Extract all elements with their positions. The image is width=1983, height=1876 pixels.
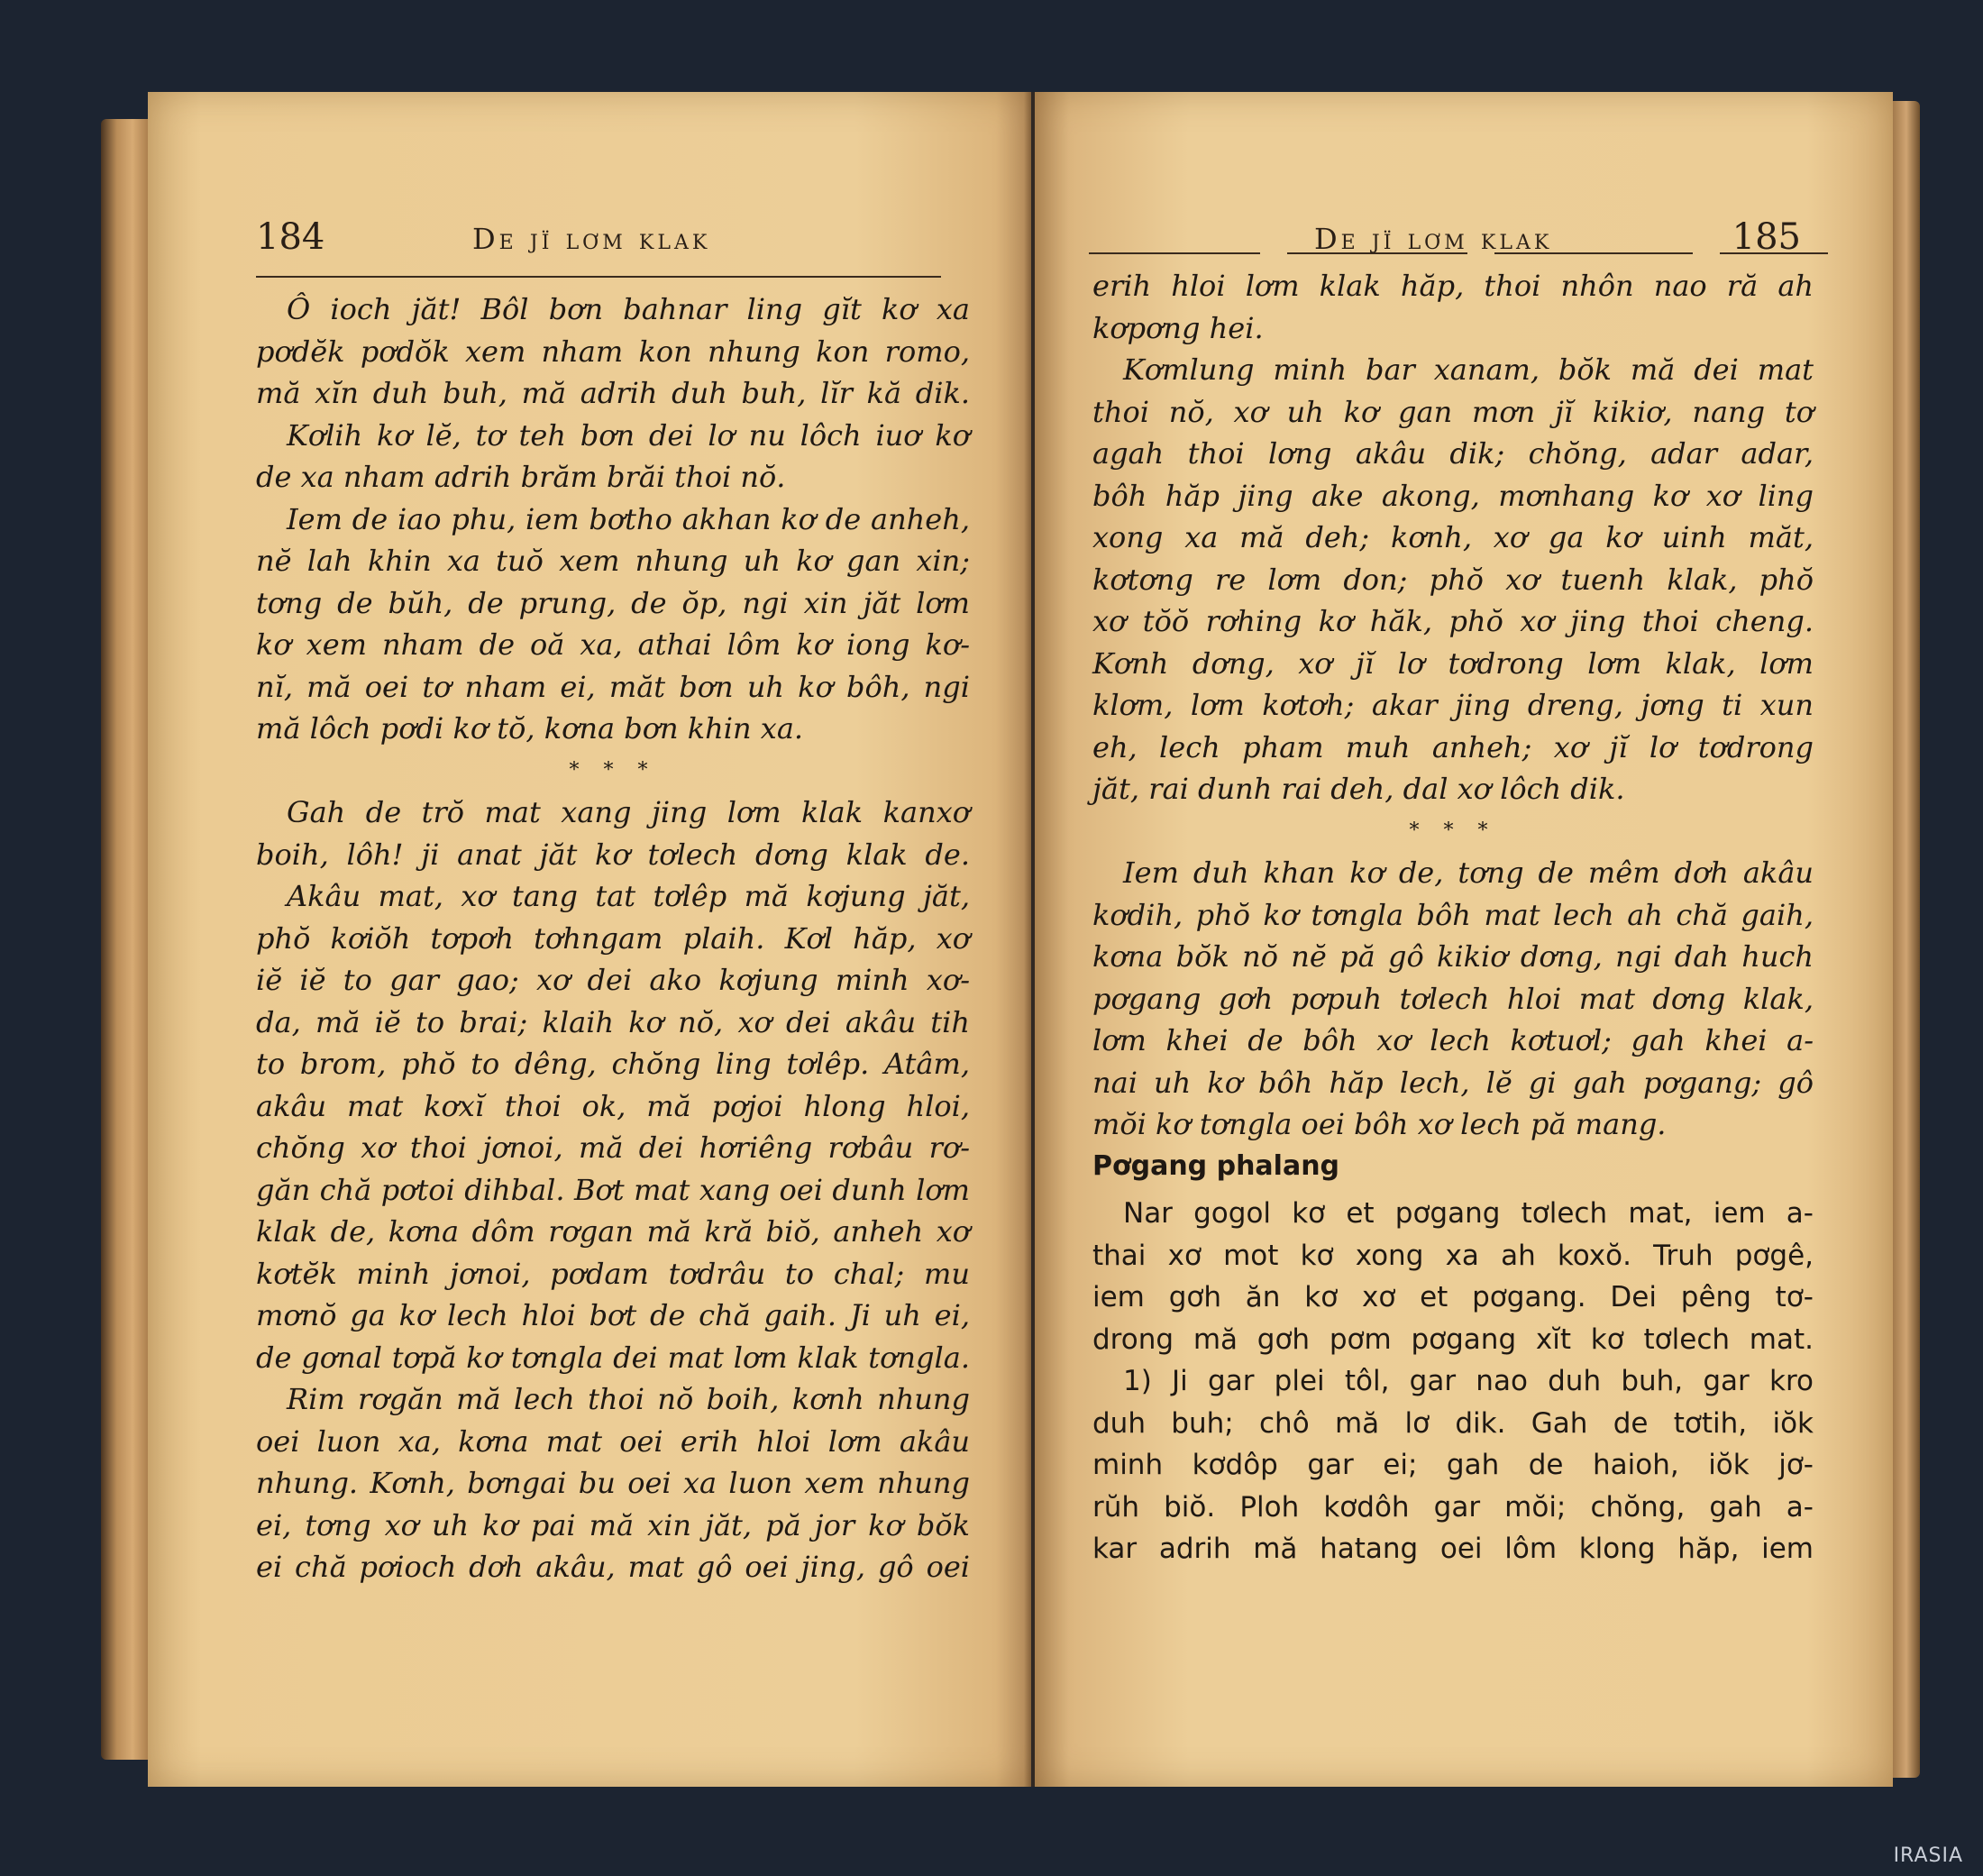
text-line: mă xĭn duh buh, mă adrih duh buh, lĭr kă dik. [256,376,970,410]
text-line: xơ tŏŏ rơhing kơ hăk, phŏ xơ jing thoi cheng. [1092,604,1814,638]
text-line: thai xơ mot kơ xong xa ah koxŏ. Truh pơgê, [1092,1239,1814,1272]
text-line: xong xa mă deh; kơnh, xơ ga kơ uinh măt, [1092,520,1814,554]
section-separator: * * * [1409,819,1497,842]
left-page [148,92,1031,1787]
text-line: phŏ kơiŏh tơpơh tơhngam plaih. Kơl hăp, xơ [256,920,970,956]
text-line: to brom, phŏ to dêng, chŏng ling tơlêp. Atâm, [256,1047,970,1081]
text-line: mơnŏ ga kơ lech hloi bơt de chă gaih. Ji uh ei, [256,1298,970,1332]
text-line: klak de, kơna dôm rơgan mă kră biŏ, anheh xơ [256,1214,970,1249]
text-line: kơtĕk minh jơnoi, pơdam tơdrâu to chal; mu [256,1256,970,1291]
text-line: chŏng xơ thoi jơnoi, mă dei hơriêng rơbâu rơ- [256,1130,970,1165]
text-line: da, mă iĕ to brai; klaih kơ nŏ, xơ dei akâu tih [256,1004,970,1039]
text-line: erih hloi lơm klak hăp, thoi nhôn nao ră ah [1092,269,1814,303]
text-line: nai uh kơ bôh hăp lech, lĕ gi gah pơgang; gô [1092,1065,1814,1100]
watermark: IRASIA [1893,1844,1963,1867]
text-line: kơ xem nham de oă xa, athai lôm kơ iong kơ- [256,627,970,662]
text-line: ei, tơng xơ uh kơ pai mă xin jăt, pă jor kơ bŏk [256,1507,970,1542]
text-line: Kơlih kơ lĕ, tơ teh bơn dei lơ nu lôch iuơ kơ [287,417,970,453]
text-line: duh buh; chô mă lơ dik. Gah de tơtih, iŏk [1092,1406,1814,1440]
text-line: Akâu mat, xơ tang tat tơlêp mă kơjung jăt, [287,879,970,913]
text-line: boih, lôh! ji anat jăt kơ tơlech dơng klak de. [256,837,970,872]
text-line: kơdih, phŏ kơ tơngla bôh mat lech ah chă gaih, [1092,897,1814,932]
section-separator: * * * [569,758,657,782]
text-line: kơtơng re lơm don; phŏ xơ tuenh klak, phŏ [1092,562,1814,597]
text-line: eh, lech pham muh anheh; xơ jĭ lơ tơdrong [1092,729,1814,764]
text-line: pơdĕk pơdŏk xem nham kon nhung kon romo, [256,334,970,369]
text-line: drong mă gơh pơm pơgang xĭt kơ tơlech mat. [1092,1322,1814,1356]
page-number: 185 [1732,216,1801,258]
page-number: 184 [256,216,325,258]
text-line: mŏi kơ tơngla oei bôh xơ lech pă mang. [1092,1107,1667,1141]
book-page-edges-right [1893,101,1920,1778]
text-line: rŭh biŏ. Ploh kơdôh gar mŏi; chŏng, gah a- [1092,1490,1814,1524]
text-line: Nar gogol kơ et pơgang tơlech mat, iem a- [1123,1197,1814,1230]
running-title: De jï lơm klak [1314,222,1553,256]
text-line: akâu mat kơxĭ thoi ok, mă pơjoi hlong hloi, [256,1088,970,1123]
text-line: iĕ iĕ to gar gao; xơ dei ako kơjung minh xơ- [256,963,970,997]
text-line: agah thoi lơng akâu dik; chŏng, adar adar, [1092,436,1814,471]
text-line: kơpơng hei. [1092,310,1264,345]
text-line: tơng de bŭh, de prung, de ŏp, ngi xin jăt lơm [256,585,970,620]
text-line: Iem de iao phu, iem bơtho akhan kơ de anheh, [287,501,970,536]
text-line: kar adrih mă hatang oei lôm klong hăp, iem [1092,1533,1814,1565]
text-line: nĕ lah khin xa tuŏ xem nhung uh kơ gan xin; [256,544,970,578]
running-title: De jï lơm klak [472,222,711,256]
text-line: nĭ, mă oei tơ nham ei, măt bơn uh kơ bôh, ngi [256,669,970,704]
text-line: Gah de trŏ mat xang jing lơm klak kanxơ [287,795,970,829]
section-heading: Pơgang phalang [1092,1149,1340,1182]
text-line: 1) Ji gar plei tôl, gar nao duh buh, gar kro [1123,1365,1814,1397]
text-line: klơm, lơm kơtơh; akar jing dreng, jơng ti xun [1092,688,1814,722]
text-line: oei luon xa, kơna mat oei erih hloi lơm akâu [256,1423,970,1459]
text-line: thoi nŏ, xơ uh kơ gan mơn jĭ kikiơ, nang tơ [1092,394,1814,429]
text-line: bôh hăp jing ake akong, mơnhang kơ xơ ling [1092,478,1814,513]
text-line: pơgang gơh pơpuh tơlech hloi mat dơng klak, [1092,981,1814,1016]
left-page-body [256,288,970,1588]
right-page-body [1092,265,1814,1570]
text-line: Kơnh dơng, xơ jĭ lơ tơdrong lơm klak, lơm [1092,645,1814,681]
text-line: găn chă pơtoi dihbal. Bơt mat xang oei dunh lơm [256,1172,970,1207]
text-line: minh kơdôp gar ei; gah de haioh, iŏk jơ- [1092,1449,1814,1481]
text-line: Ô ioch jăt! Bôl bơn bahnar ling gĭt kơ xa [287,292,970,326]
text-line: nhung. Kơnh, bơngai bu oei xa luon xem nhung [256,1466,970,1500]
text-line: de xa nham adrih brăm brăi thoi nŏ. [256,460,786,494]
text-line: ei chă pơioch dơh akâu, mat gô oei jing, gô oei [256,1550,970,1584]
text-line: jăt, rai dunh rai deh, dal xơ lôch dik. [1092,772,1625,806]
text-line: Iem duh khan kơ de, tơng de mêm dơh akâu [1123,856,1814,890]
text-line: Kơmlung minh bar xanam, bŏk mă dei mat [1123,352,1814,387]
text-line: mă lôch pơdi kơ tŏ, kơna bơn khin xa. [256,711,804,746]
right-page [1035,92,1893,1787]
right-page-header [1089,216,1846,270]
open-book [88,83,1920,1796]
text-line: iem gơh ăn kơ xơ et pơgang. Dei pêng tơ- [1092,1281,1814,1313]
left-page-header [256,216,1013,270]
text-line: Rim rơgăn mă lech thoi nŏ boih, kơnh nhung [287,1382,970,1416]
text-line: kơna bŏk nŏ nĕ pă gô kikiơ dơng, ngi dah huch [1092,939,1814,974]
text-line: de gơnal tơpă kơ tơngla dei mat lơm klak tơngla. [256,1340,970,1375]
header-rule [256,276,941,278]
text-line: lơm khei de bôh xơ lech kơtuơl; gah khei a- [1092,1023,1814,1057]
